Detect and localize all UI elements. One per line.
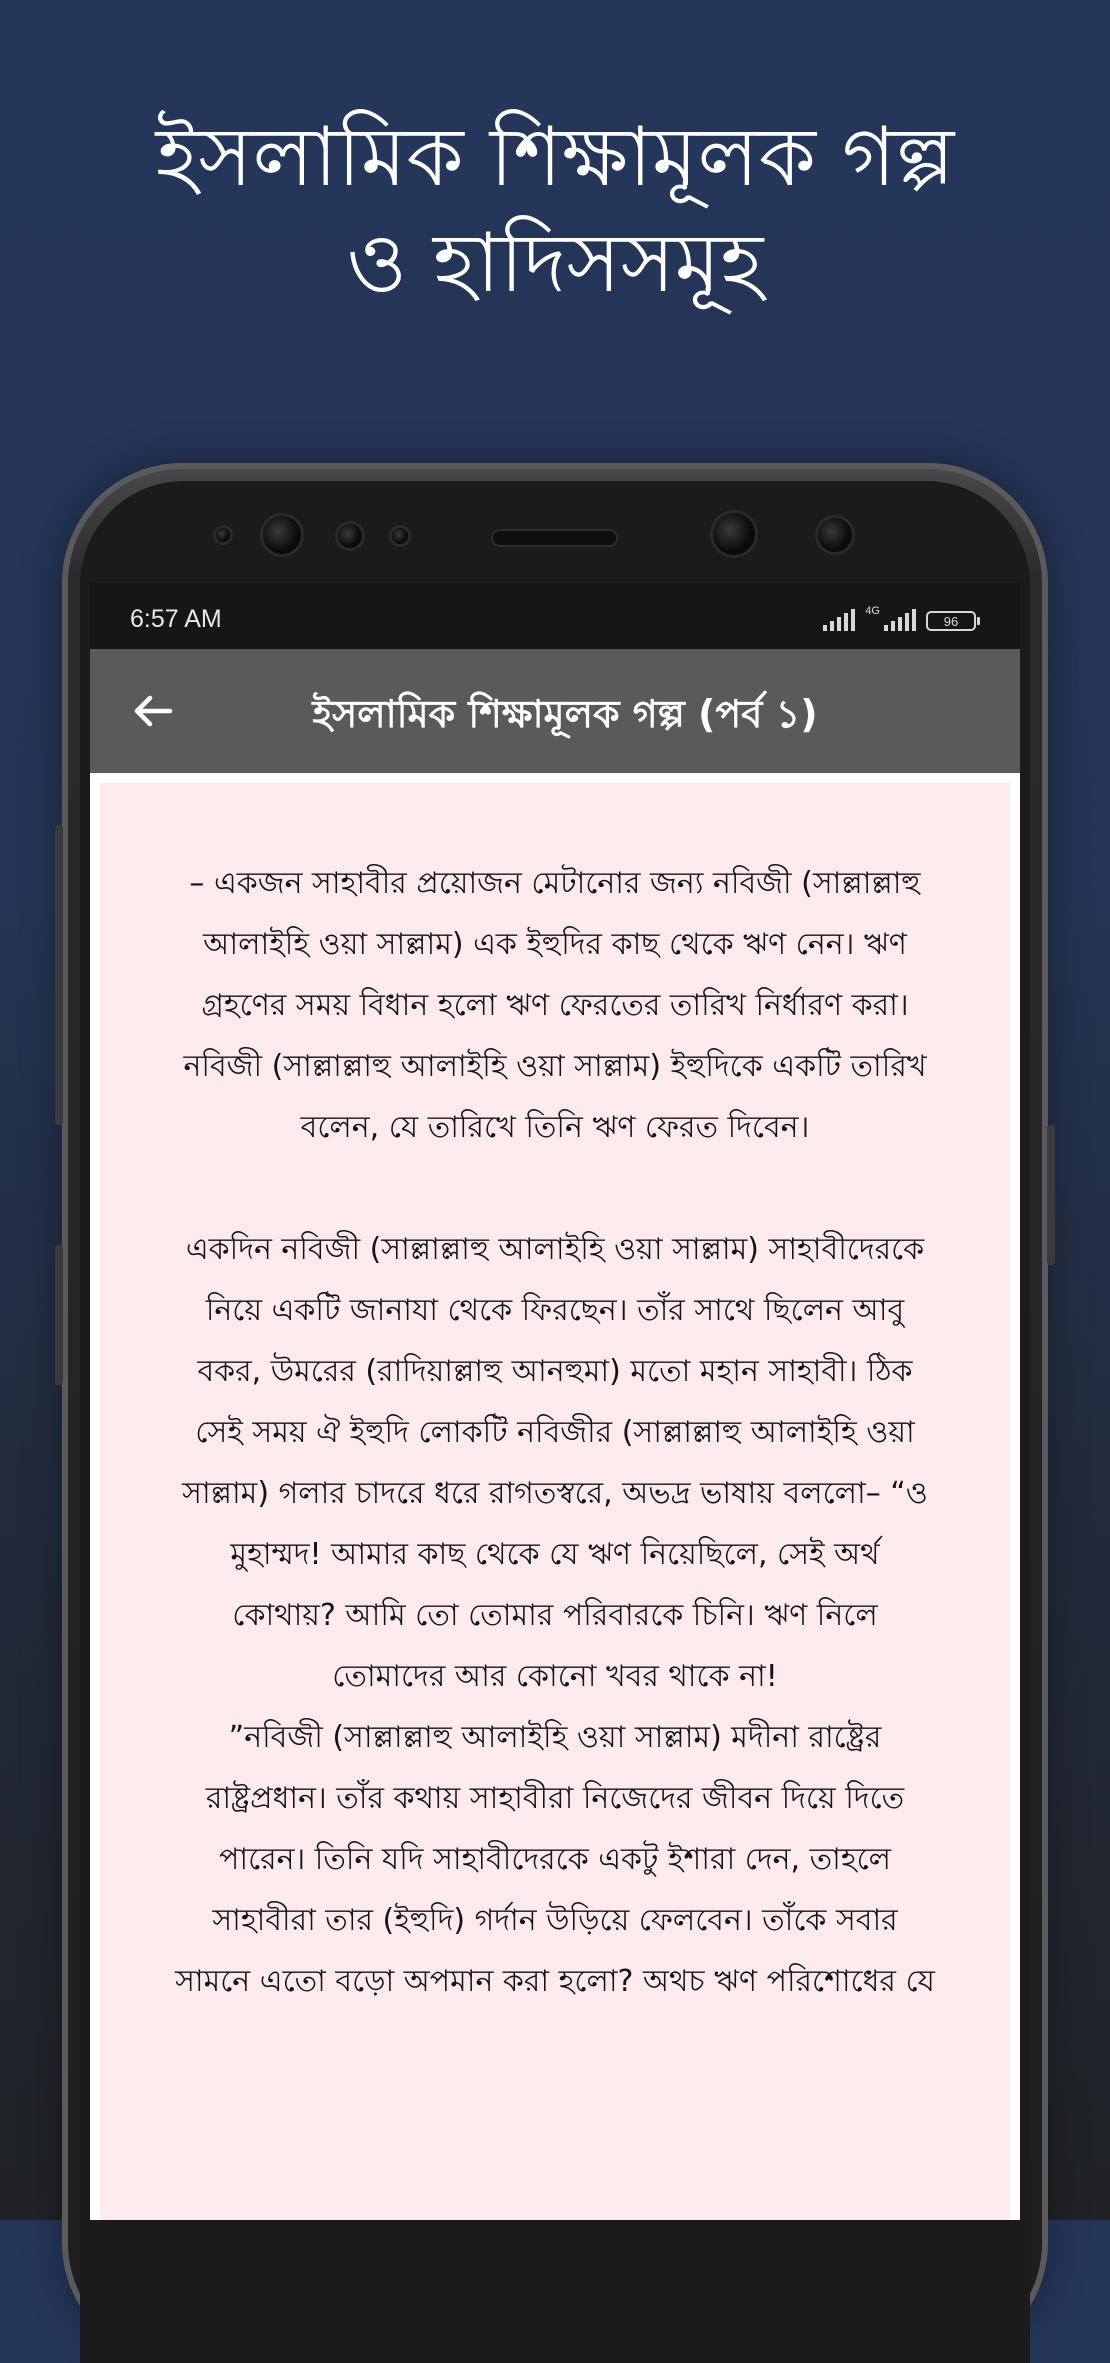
sensor-dot — [818, 518, 852, 552]
battery-level: 96 — [943, 613, 959, 629]
arrow-back-icon — [130, 689, 174, 733]
side-button-right — [1047, 1125, 1055, 1265]
status-time: 6:57 AM — [130, 605, 222, 633]
app-bar — [90, 649, 1020, 773]
promo-title — [0, 105, 1110, 317]
status-icons — [823, 607, 976, 631]
network-type-label: 4G — [865, 605, 880, 617]
status-bar — [90, 583, 1020, 649]
phone-screen — [90, 583, 1020, 2220]
story-card — [100, 783, 1010, 2220]
front-camera-icon — [263, 516, 301, 554]
battery-icon — [926, 611, 976, 631]
sensor-dot — [392, 528, 408, 544]
content-area[interactable] — [90, 773, 1020, 2220]
sensor-dot — [216, 528, 230, 542]
power-button — [55, 1245, 63, 1385]
volume-button — [55, 825, 63, 1125]
cell-signal-icon — [884, 607, 916, 631]
sensor-dot — [338, 524, 362, 548]
wifi-signal-icon — [823, 607, 855, 631]
promo-title-line-2: ও হাদিসসমূহ — [346, 216, 764, 311]
screen-title: ইসলামিক শিক্ষামূলক গল্প (পর্ব ১) — [312, 692, 818, 736]
back-button[interactable] — [130, 689, 174, 733]
promo-title-line-1: ইসলামিক শিক্ষামূলক গল্প — [155, 110, 955, 205]
earpiece-speaker — [493, 531, 616, 545]
proximity-sensor — [713, 513, 755, 555]
story-text: – একজন সাহাবীর প্রয়োজন মেটানোর জন্য নবিজী (সাল্লাল্লাহু আলাইহি ওয়া সাল্লাম) এক ইহুদির কাছ থেকে ঋণ নেন। ঋণ গ্রহণের সময় বিধান হলো ঋণ ফেরতের তারিখ নির্ধারণ করা। নবিজী (সাল্লাল্লাহু আলাইহি ওয়া সাল্লাম) ইহুদিকে একটি তারিখ বলেন, যে তারিখে তিনি ঋণ ফেরত দিবেন। একদিন নবিজী (সাল্লাল্লাহু আলাইহি ওয়া সাল্লাম) সাহাবীদেরকে নিয়ে একটি জানাযা থেকে ফিরছেন। তাঁর সাথে ছিলেন আবু বকর, উমরের (রাদিয়াল্লাহু আনহুমা) মতো মহান সাহাবী। ঠিক সেই সময় ঐ ইহুদি লোকটি নবিজীর (সাল্লাল্লাহু আলাইহি ওয়া সাল্লাম) গলার চাদরে ধরে রাগতস্বরে, অভদ্র ভাষায় বললো– “ও মুহাম্মদ! আমার কাছ থেকে যে ঋণ নিয়েছিলে, সেই অর্থ কোথায়? আমি তো তোমার পরিবারকে চিনি। ঋণ নিলে তোমাদের আর কোনো খবর থাকে না! ”নবিজী (সাল্লাল্লাহু আলাইহি ওয়া সাল্লাম) মদীনা রাষ্ট্রের রাষ্ট্রপ্রধান। তাঁর কথায় সাহাবীরা নিজেদের জীবন দিয়ে দিতে পারেন। তিনি যদি সাহাবীদেরকে একটু ইশারা দেন, তাহলে সাহাবীরা তার (ইহুদি) গর্দান উড়িয়ে ফেলবেন। তাঁকে সবার সামনে এতো বড়ো অপমান করা হলো? অথচ ঋণ পরিশোধের যে — [175, 866, 935, 1999]
